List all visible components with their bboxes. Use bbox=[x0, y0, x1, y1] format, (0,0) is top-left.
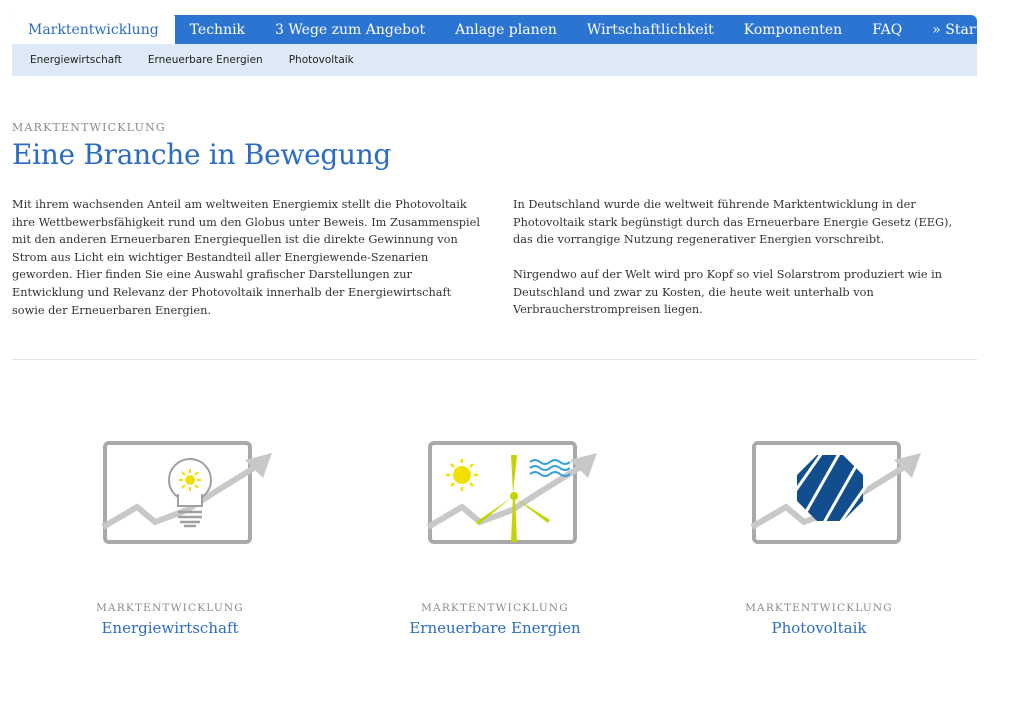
page-title: Eine Branche in Bewegung bbox=[12, 138, 392, 171]
tile-kicker: MARKTENTWICKLUNG bbox=[745, 602, 893, 614]
tile-erneuerbare-energien[interactable] bbox=[380, 430, 610, 637]
nav-tab-anlage-planen[interactable]: Anlage planen bbox=[455, 21, 557, 38]
nav-tab-technik[interactable]: Technik bbox=[189, 21, 246, 38]
nav-tab-wirtschaftlichkeit[interactable]: Wirtschaftlichkeit bbox=[586, 21, 714, 38]
tile-link-energiewirtschaft[interactable]: Energiewirtschaft bbox=[101, 619, 239, 637]
nav-startseite-link[interactable]: » Startseite bbox=[932, 21, 1016, 38]
main-nav bbox=[12, 15, 1016, 44]
nav-tab-komponenten[interactable]: Komponenten bbox=[743, 21, 843, 38]
intro-text-right-2: Nirgendwo auf der Welt wird pro Kopf so viel Solarstrom produziert wie in Deutschland und zwar zu Kosten, die heute weit unterhalb von Verbraucherstrompreisen liegen. bbox=[513, 268, 943, 317]
tile-kicker: MARKTENTWICKLUNG bbox=[96, 602, 244, 614]
nav-tab-faq[interactable]: FAQ bbox=[872, 21, 903, 38]
subnav-item-energiewirtschaft[interactable]: Energiewirtschaft bbox=[30, 54, 122, 66]
solar-panel-chart-icon bbox=[724, 430, 914, 550]
renewables-chart-icon bbox=[400, 430, 590, 550]
tile-link-photovoltaik[interactable]: Photovoltaik bbox=[771, 619, 867, 637]
subnav-item-photovoltaik[interactable]: Photovoltaik bbox=[288, 54, 354, 66]
tile-energiewirtschaft[interactable] bbox=[55, 430, 285, 637]
intro-kicker: MARKTENTWICKLUNG bbox=[12, 121, 166, 134]
sub-nav bbox=[12, 44, 977, 76]
lightbulb-chart-icon bbox=[75, 430, 265, 550]
intro-text-right-1: In Deutschland wurde die weltweit führende Marktentwicklung in der Photovoltaik stark begünstigt durch das Erneuerbare Energie Gesetz (EEG), das die vorrangige Nutzung regenerativer Energien vorschreibt. bbox=[513, 198, 953, 247]
tile-photovoltaik[interactable] bbox=[704, 430, 934, 637]
intro-text-left: Mit ihrem wachsenden Anteil am weltweiten Energiemix stellt die Photovoltaik ihre Wettbewerbsfähigkeit rund um den Globus unter Beweis. Im Zusammenspiel mit den anderen Erneuerbaren Energiequellen ist die direkte Gewinnung von Strom aus Licht ein wichtiger Bestandteil aller Energiewende-Szenarien geworden. Hier finden Sie eine Auswahl grafischer Darstellungen zur Entwicklung und Relevanz der Photovoltaik innerhalb der Energiewirtschaft sowie der Erneuerbaren Energien. bbox=[12, 198, 480, 317]
tile-link-erneuerbare-energien[interactable]: Erneuerbare Energien bbox=[409, 619, 581, 637]
section-divider bbox=[12, 359, 977, 360]
tile-kicker: MARKTENTWICKLUNG bbox=[421, 602, 569, 614]
nav-tab-3-wege-zum-angebot[interactable]: 3 Wege zum Angebot bbox=[275, 21, 426, 38]
nav-tab-marktentwicklung[interactable]: Marktentwicklung bbox=[12, 15, 175, 44]
subnav-item-erneuerbare-energien[interactable]: Erneuerbare Energien bbox=[147, 54, 263, 66]
